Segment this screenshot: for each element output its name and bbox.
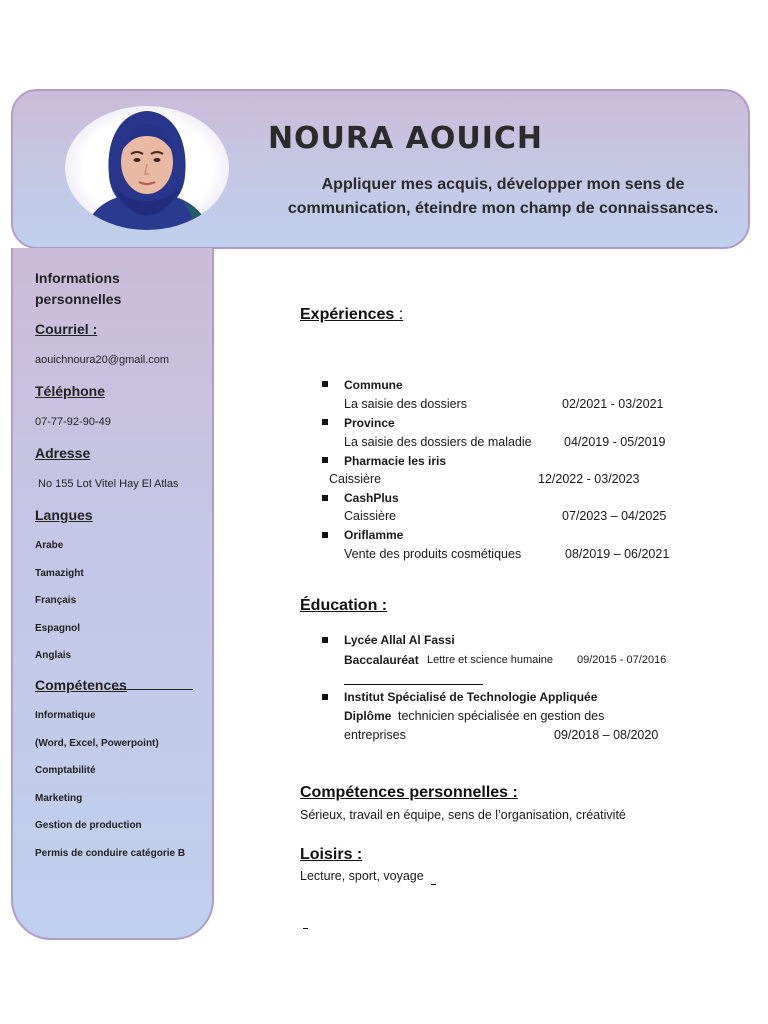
experience-org: Province (344, 416, 395, 430)
experience-task: Caissière (329, 472, 382, 486)
objective-line-2: communication, éteindre mon champ de connaissances. (287, 200, 719, 217)
personal-info-heading (35, 268, 121, 310)
experience-dates: 02/2021 - 03/2021 (562, 397, 664, 411)
experience-task: Caissière (344, 509, 397, 523)
experience-org: Oriflamme (344, 528, 404, 542)
experience-org: CashPlus (344, 491, 399, 505)
hobbies-heading: Loisirs : (300, 846, 363, 863)
education-degree: Baccalauréat (344, 653, 419, 667)
bullet-icon (322, 637, 328, 643)
experience-dates: 04/2019 - 05/2019 (564, 435, 666, 449)
education-dates: 09/2018 – 08/2020 (554, 728, 659, 742)
experiences-title: Expériences (300, 306, 395, 323)
bullet-icon (322, 495, 328, 501)
objective-line-1: Appliquer mes acquis, développer mon sens de (321, 176, 685, 193)
skill-item: (Word, Excel, Powerpoint) (35, 738, 159, 749)
experience-task: Vente des produits cosmétiques (344, 547, 522, 561)
personal-info-heading-line-2: personnelles (35, 291, 122, 307)
language-item: Français (35, 595, 77, 606)
experience-org: Pharmacie les iris (344, 454, 447, 468)
hobbies-trailing-underline (431, 884, 436, 885)
experience-task: La saisie des dossiers (344, 397, 467, 411)
education-heading: Éducation : (300, 597, 388, 614)
bullet-icon (322, 694, 328, 700)
education-school: Lycée Allal Al Fassi (344, 633, 455, 647)
experience-dates: 12/2022 - 03/2023 (538, 472, 640, 486)
email-label: Courriel : (35, 321, 98, 337)
page-end-mark (303, 928, 308, 929)
languages-label: Langues (35, 507, 93, 523)
skill-item: Comptabilité (35, 765, 96, 776)
hobbies-text: Lecture, sport, voyage (300, 869, 424, 883)
bullet-icon (322, 381, 328, 387)
experience-task: La saisie des dossiers de maladie (344, 435, 532, 449)
phone-value: 07-77-92-90-49 (35, 416, 111, 428)
personal-skills-text: Sérieux, travail en équipe, sens de l’organisation, créativité (300, 808, 626, 822)
language-item: Tamazight (35, 568, 84, 579)
education-detail-continued: entreprises (344, 728, 406, 742)
education-dates: 09/2015 - 07/2016 (577, 654, 667, 666)
experiences-colon: : (398, 306, 404, 323)
sidebar-panel (11, 248, 214, 940)
experiences-heading (300, 306, 403, 324)
header-banner (11, 89, 750, 249)
bullet-icon (322, 419, 328, 425)
skill-item: Marketing (35, 793, 83, 804)
skill-item: Informatique (35, 710, 96, 721)
address-label: Adresse (35, 445, 91, 461)
education-separator (344, 684, 483, 685)
phone-label: Téléphone (35, 383, 106, 399)
personal-skills-heading: Compétences personnelles : (300, 784, 518, 801)
skills-label: Compétences (35, 677, 127, 693)
skills-underline (113, 689, 193, 690)
address-value: No 155 Lot Vitel Hay El Atlas (38, 478, 179, 490)
experience-org: Commune (344, 378, 403, 392)
email-value: aouichnoura20@gmail.com (35, 354, 170, 366)
bullet-icon (322, 457, 328, 463)
education-school: Institut Spécialisé de Technologie Appliquée (344, 690, 598, 704)
career-objective (278, 173, 728, 221)
education-detail: Lettre et science humaine (427, 654, 553, 666)
experience-dates: 07/2023 – 04/2025 (562, 509, 667, 523)
language-item: Anglais (35, 650, 72, 661)
bullet-icon (322, 532, 328, 538)
language-item: Arabe (35, 540, 64, 551)
candidate-name: NOURA AOUICH (267, 121, 544, 156)
skill-item: Gestion de production (35, 820, 142, 831)
language-item: Espagnol (35, 623, 81, 634)
personal-info-heading-line-1: Informations (35, 270, 120, 286)
skill-item: Permis de conduire catégorie B (35, 848, 186, 859)
experience-dates: 08/2019 – 06/2021 (565, 547, 670, 561)
education-degree: Diplôme (344, 709, 392, 723)
education-detail: technicien spécialisée en gestion des (398, 709, 605, 723)
